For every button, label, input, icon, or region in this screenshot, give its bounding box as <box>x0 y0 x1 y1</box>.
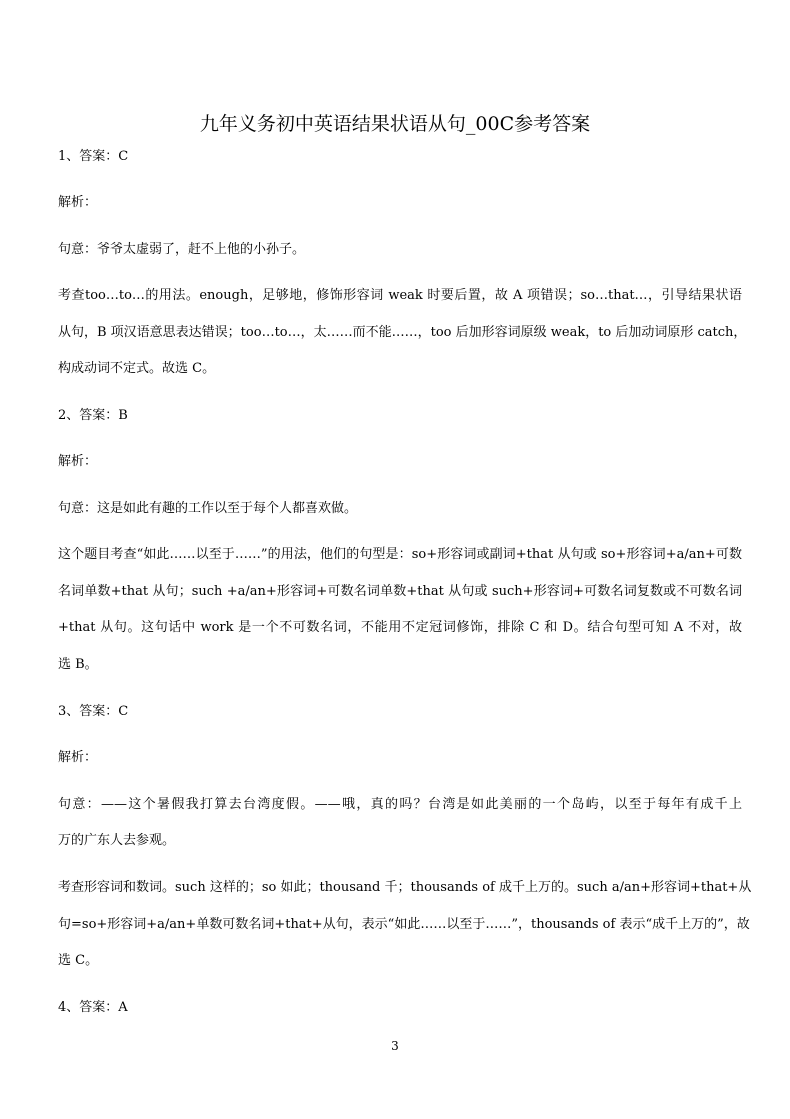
explanation-2-line-2: 名词单数+that 从句；such +a/an+形容词+可数名词单数+that 从句或 such+形容词+可数名词复数或不可数名词 <box>58 584 742 599</box>
explanation-3-line-1: 考查形容词和数词。such 这样的；so 如此；thousand 千；thousands of 成千上万的。such a/an+形容词+that+从 <box>58 880 752 895</box>
analysis-label-1: 解析： <box>58 195 98 210</box>
explanation-2-line-3: +that 从句。这句话中 work 是一个不可数名词，不能用不定冠词修饰，排除 C 和 D。结合句型可知 A 不对，故 <box>58 620 742 635</box>
answer-3: 3、答案：C <box>58 704 129 719</box>
answer-4: 4、答案：A <box>58 1000 128 1015</box>
meaning-2: 句意：这是如此有趣的工作以至于每个人都喜欢做。 <box>58 501 358 516</box>
answer-1: 1、答案：C <box>58 149 129 164</box>
explanation-1-line-2: 从句，B 项汉语意思表达错误；too…to…，太……而不能……，too 后加形容词原级 weak，to 后加动词原形 catch， <box>58 325 747 340</box>
page-number: 3 <box>391 1039 399 1053</box>
explanation-2-line-4: 选 B。 <box>58 657 98 672</box>
explanation-2-line-1: 这个题目考查“如此……以至于……”的用法，他们的句型是：so+形容词或副词+that 从句或 so+形容词+a/an+可数 <box>58 547 742 562</box>
explanation-1-line-1: 考查too…to…的用法。enough，足够地，修饰形容词 weak 时要后置，故 A 项错误；so…that…，引导结果状语 <box>58 288 742 303</box>
meaning-1: 句意：爷爷太虚弱了，赶不上他的小孙子。 <box>58 242 306 257</box>
page-title: 九年义务初中英语结果状语从句_00C参考答案 <box>199 113 591 135</box>
explanation-3-line-3: 选 C。 <box>58 953 99 968</box>
analysis-label-2: 解析： <box>58 454 98 469</box>
meaning-3-line-2: 万的广东人去参观。 <box>58 833 176 848</box>
answer-2: 2、答案：B <box>58 408 128 423</box>
explanation-3-line-2: 句=so+形容词+a/an+单数可数名词+that+从句，表示“如此……以至于……”，thousands of 表示“成千上万的”，故 <box>58 917 750 932</box>
explanation-1-line-3: 构成动词不定式。故选 C。 <box>58 361 216 376</box>
analysis-label-3: 解析： <box>58 750 98 765</box>
meaning-3-line-1: 句意：——这个暑假我打算去台湾度假。——哦，真的吗？台湾是如此美丽的一个岛屿，以至于每年有成千上 <box>58 797 742 812</box>
